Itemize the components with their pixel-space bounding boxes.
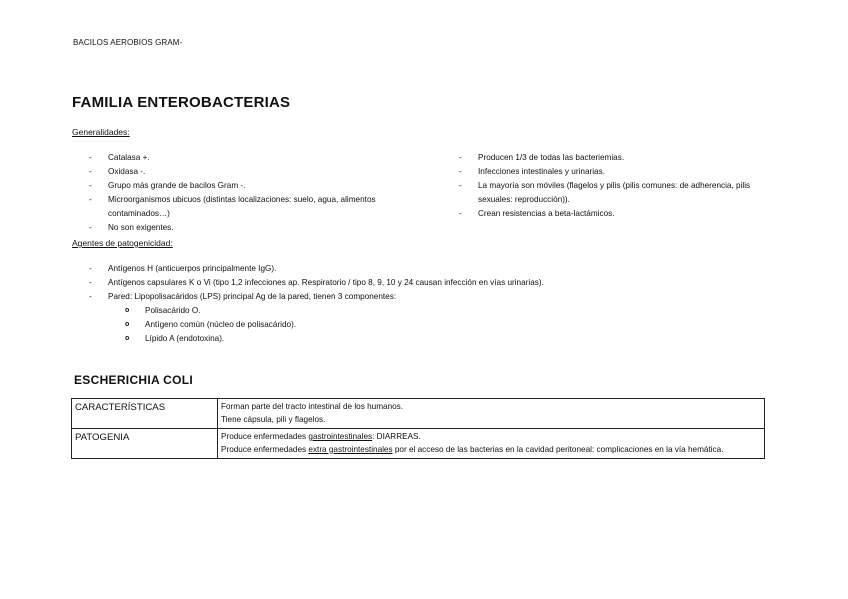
list-item: - Antígenos H (anticuerpos principalmente IgG). [89,264,277,273]
list-item: - No son exigentes. [89,223,174,232]
table-value: Produce enfermedades gastrointestinales: DIARREAS. Produce enfermedades extra gastrointestinales por el acceso de las bacterias en la cavidad peritoneal: complicaciones en la vía hemática. [218,429,765,459]
table-key: CARACTERÍSTICAS [72,399,218,429]
list-item: - Crean resistencias a beta-lactámicos. [459,209,615,218]
table-row [72,429,765,459]
generalidades-label: Generalidades: [72,127,130,137]
list-item: - Oxidasa -. [89,167,146,176]
ecoli-title: ESCHERICHIA COLI [74,373,194,387]
list-item: - Grupo más grande de bacilos Gram -. [89,181,246,190]
agentes-list [89,262,748,304]
list-item: - La mayoría son móviles (flagelos y pilis (pilis comunes: de adherencia, pilis sexuales: reproducción)). [459,181,751,204]
table-key: PATOGENIA [72,429,218,459]
generalidades-right-list [459,151,788,221]
page-title: FAMILIA ENTEROBACTERIAS [72,94,291,111]
agentes-label: Agentes de patogenicidad: [72,238,173,248]
list-item: - Antígenos capsulares K o Vi (tipo 1,2 infecciones ap. Respiratorio / tipo 8, 9, 10 y 24 causan infección en vías urinarias). [89,278,544,287]
lps-components-list [125,304,545,346]
list-item: o Lípido A (endotoxina). [125,334,225,343]
generalidades-left-list [89,151,448,235]
list-item: - Catalasa +. [89,153,150,162]
list-item: - Producen 1/3 de todas las bacteriemias. [459,153,625,162]
table-value: Forman parte del tracto intestinal de los humanos. Tiene cápsula, pili y flagelos. [218,399,765,429]
ecoli-table [71,398,765,459]
list-item: - Pared: Lipopolisacáridos (LPS) principal Ag de la pared, tienen 3 componentes: [89,292,397,301]
page-header: BACILOS AEROBIOS GRAM- [73,38,183,47]
list-item: - Infecciones intestinales y urinarias. [459,167,605,176]
list-item: o Polisacárido O. [125,306,201,315]
list-item: - Microorganismos ubicuos (distintas localizaciones: suelo, agua, alimentos contaminados…) [89,195,376,218]
table-row [72,399,765,429]
list-item: o Antígeno común (núcleo de polisacárido). [125,320,297,329]
